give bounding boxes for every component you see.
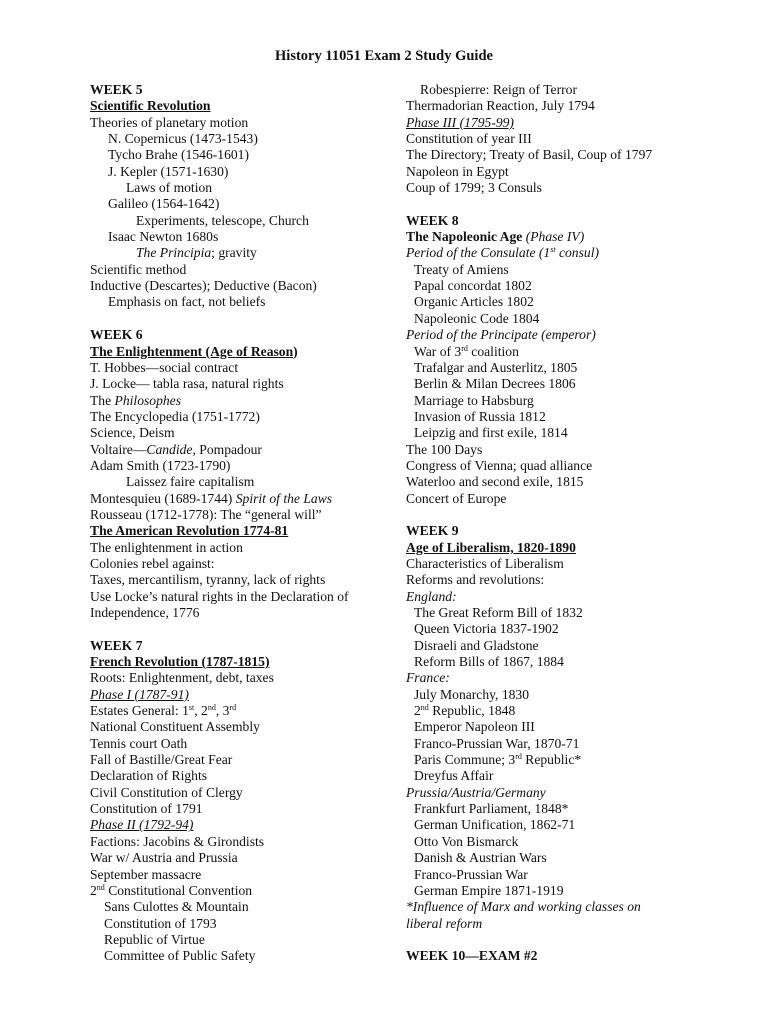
week5-item: Laws of motion xyxy=(126,180,213,196)
week7-item: War w/ Austria and Prussia xyxy=(90,850,238,866)
week8-item: Trafalgar and Austerlitz, 1805 xyxy=(414,359,578,375)
week6-topic: The Enlightenment (Age of Reason) xyxy=(90,343,298,359)
week7-item: Factions: Jacobins & Girondists xyxy=(90,833,265,849)
week8-item-text: War of 3 xyxy=(414,343,462,359)
week6-item: Use Locke’s natural rights in the Declaration of xyxy=(90,588,349,604)
week5-item: N. Copernicus (1473-1543) xyxy=(108,131,258,147)
period-text: Period of the Consulate (1 xyxy=(406,245,551,261)
week9-item: Frankfurt Parliament, 1848* xyxy=(414,801,569,817)
week5-item: Isaac Newton 1680s xyxy=(108,229,219,245)
week9-item: The Great Reform Bill of 1832 xyxy=(414,605,583,620)
week7-item: Coup of 1799; 3 Consuls xyxy=(406,180,542,196)
week6-item: The Encyclopedia (1751-1772) xyxy=(90,408,260,424)
week8-topic-phase: (Phase IV) xyxy=(522,229,585,245)
week8-item: The 100 Days xyxy=(406,441,483,457)
week6-item: Science, Deism xyxy=(90,425,175,441)
week5-item: Emphasis on fact, not beliefs xyxy=(108,294,266,310)
week5-heading: WEEK 5 xyxy=(90,82,143,97)
week8-item: Organic Articles 1802 xyxy=(414,294,534,310)
week9-item-text: Republic* xyxy=(521,752,582,768)
week8-item: Congress of Vienna; quad alliance xyxy=(406,457,593,473)
country-heading: England: xyxy=(406,588,457,604)
superscript: nd xyxy=(420,703,429,713)
week9-item: Reforms and revolutions: xyxy=(406,572,545,588)
week7-item-text: , 3 xyxy=(215,703,230,719)
week9-item: July Monarchy, 1830 xyxy=(414,686,530,702)
spacer xyxy=(406,932,726,948)
week6-item: The enlightenment in action xyxy=(90,539,243,555)
superscript: nd xyxy=(207,703,216,713)
week6-heading: WEEK 6 xyxy=(90,327,143,343)
right-column xyxy=(406,82,726,965)
week7-item-text: , 2 xyxy=(194,703,208,719)
week7-item xyxy=(90,883,420,899)
week5-item: Experiments, telescope, Church xyxy=(136,212,309,228)
week9-item-text: Paris Commune; 3 xyxy=(414,752,516,768)
week7-item xyxy=(90,703,420,719)
week9-item: German Unification, 1862-71 xyxy=(414,817,576,833)
week9-item: Otto Von Bismarck xyxy=(414,833,519,849)
principia-title: The Principia xyxy=(136,245,212,261)
week7-topic: French Revolution (1787-1815) xyxy=(90,654,270,670)
week9-item: Franco-Prussian War xyxy=(414,866,528,882)
week5-item: Theories of planetary motion xyxy=(90,114,249,130)
week7-item: Constitution of 1791 xyxy=(90,801,203,817)
week8-item: Marriage to Habsburg xyxy=(414,392,534,408)
week5-item: Scientific method xyxy=(90,261,187,277)
week8-item: Berlin & Milan Decrees 1806 xyxy=(414,376,576,392)
spacer xyxy=(90,311,420,327)
phase-heading: Phase I (1787-91) xyxy=(90,686,189,702)
week7-item: Committee of Public Safety xyxy=(104,948,256,964)
phase-heading: Phase II (1792-94) xyxy=(90,817,194,833)
week6-item: Colonies rebel against: xyxy=(90,555,215,571)
week8-topic-text: The Napoleonic Age xyxy=(406,229,523,245)
week8-item: Concert of Europe xyxy=(406,490,507,506)
week6-topic-american: The American Revolution 1774-81 xyxy=(90,523,289,539)
week8-item-text: coalition xyxy=(467,343,519,359)
week8-topic xyxy=(406,229,726,245)
week7-item: Roots: Enlightenment, debt, taxes xyxy=(90,670,274,686)
country-heading: France: xyxy=(406,670,450,686)
week6-item-text: The xyxy=(90,392,115,408)
week7-item: September massacre xyxy=(90,866,202,882)
superscript: rd xyxy=(515,752,522,762)
week9-item: Queen Victoria 1837-1902 xyxy=(414,621,559,637)
week5-item: Inductive (Descartes); Deductive (Bacon) xyxy=(90,278,317,294)
candide-title: Candide xyxy=(146,441,193,457)
week9-item: Dreyfus Affair xyxy=(414,768,494,784)
week8-item: Waterloo and second exile, 1815 xyxy=(406,474,584,490)
week6-item: Independence, 1776 xyxy=(90,605,200,620)
spacer xyxy=(406,507,726,523)
week8-item: Leipzig and first exile, 1814 xyxy=(414,425,568,441)
week6-item xyxy=(90,491,420,507)
spacer xyxy=(90,621,420,637)
week7-item-text: Constitutional Convention xyxy=(104,882,253,898)
spirit-of-laws-title: Spirit of the Laws xyxy=(235,490,333,506)
week7-item: Tennis court Oath xyxy=(90,735,188,751)
period-heading xyxy=(406,245,726,261)
week8-item: Treaty of Amiens xyxy=(414,261,509,277)
period-text: consul) xyxy=(555,245,599,261)
week5-item: J. Kepler (1571-1630) xyxy=(108,163,229,179)
philosophes-text: Philosophes xyxy=(114,392,182,408)
week9-item: Emperor Napoleon III xyxy=(414,719,535,735)
week9-item xyxy=(406,703,726,719)
week7-item: National Constituent Assembly xyxy=(90,719,260,735)
footnote: *Influence of Marx and working classes on xyxy=(406,899,641,915)
week8-item xyxy=(406,344,726,360)
superscript: st xyxy=(188,703,195,713)
week5-item-text: ; gravity xyxy=(211,245,257,261)
superscript: rd xyxy=(229,703,237,713)
week6-item-text: , Pompadour xyxy=(192,441,262,457)
week5-topic: Scientific Revolution xyxy=(90,98,211,114)
spacer xyxy=(406,196,726,212)
week9-item-text: Republic, 1848 xyxy=(428,703,516,719)
week6-item: Rousseau (1712-1778): The “general will” xyxy=(90,506,322,522)
week7-item: Fall of Bastille/Great Fear xyxy=(90,752,233,768)
week7-item: Constitution of year III xyxy=(406,131,532,147)
week5-item xyxy=(90,245,420,261)
week5-item: Galileo (1564-1642) xyxy=(108,196,220,212)
week9-item: Reform Bills of 1867, 1884 xyxy=(414,654,564,670)
week6-item-text: Voltaire— xyxy=(90,441,147,457)
superscript: rd xyxy=(461,343,468,353)
week6-item: T. Hobbes—social contract xyxy=(90,359,239,375)
week9-item: Disraeli and Gladstone xyxy=(414,637,539,653)
week9-item: Franco-Prussian War, 1870-71 xyxy=(414,735,580,751)
week9-item xyxy=(406,752,726,768)
phase-heading: Phase III (1795-99) xyxy=(406,114,514,130)
week7-item-text: 2 xyxy=(90,882,97,898)
week8-item: Napoleonic Code 1804 xyxy=(414,310,540,326)
week7-item: Constitution of 1793 xyxy=(104,915,217,931)
week7-item: Napoleon in Egypt xyxy=(406,163,509,179)
superscript: st xyxy=(550,245,556,255)
week8-item: Invasion of Russia 1812 xyxy=(414,408,546,424)
week9-topic: Age of Liberalism, 1820-1890 xyxy=(406,539,576,555)
week9-item: German Empire 1871-1919 xyxy=(414,882,564,898)
week9-item: Characteristics of Liberalism xyxy=(406,555,564,571)
week9-item: Danish & Austrian Wars xyxy=(414,850,547,866)
week7-item: Thermadorian Reaction, July 1794 xyxy=(406,98,595,114)
week8-heading: WEEK 8 xyxy=(406,212,459,228)
week7-item: Robespierre: Reign of Terror xyxy=(420,82,577,97)
page-title: History 11051 Exam 2 Study Guide xyxy=(275,48,493,64)
week7-item-text: Estates General: 1 xyxy=(90,703,189,719)
week7-heading: WEEK 7 xyxy=(90,637,143,653)
week9-heading: WEEK 9 xyxy=(406,523,459,539)
country-heading: Prussia/Austria/Germany xyxy=(406,784,546,800)
week6-item: Laissez faire capitalism xyxy=(126,474,255,490)
week7-item: The Directory; Treaty of Basil, Coup of 1797 xyxy=(406,147,653,163)
week7-item: Civil Constitution of Clergy xyxy=(90,784,243,800)
left-column xyxy=(90,82,420,965)
week6-item xyxy=(90,442,420,458)
superscript: nd xyxy=(96,882,105,892)
week5-item: Tycho Brahe (1546-1601) xyxy=(108,147,249,163)
week6-item-text: Montesquieu (1689-1744) xyxy=(90,490,236,506)
week7-item: Sans Culottes & Mountain xyxy=(104,899,249,915)
footnote: liberal reform xyxy=(406,915,483,931)
week6-item: J. Locke— tabla rasa, natural rights xyxy=(90,376,284,392)
period-heading: Period of the Principate (emperor) xyxy=(406,327,596,343)
week10-heading: WEEK 10—EXAM #2 xyxy=(406,948,538,964)
week9-item-text: 2 xyxy=(414,703,421,719)
week7-item: Declaration of Rights xyxy=(90,768,208,784)
week6-item: Adam Smith (1723-1790) xyxy=(90,457,231,473)
week7-item: Republic of Virtue xyxy=(104,931,205,947)
week6-item: Taxes, mercantilism, tyranny, lack of rights xyxy=(90,572,326,588)
week6-item xyxy=(90,393,420,409)
week8-item: Papal concordat 1802 xyxy=(414,278,532,294)
